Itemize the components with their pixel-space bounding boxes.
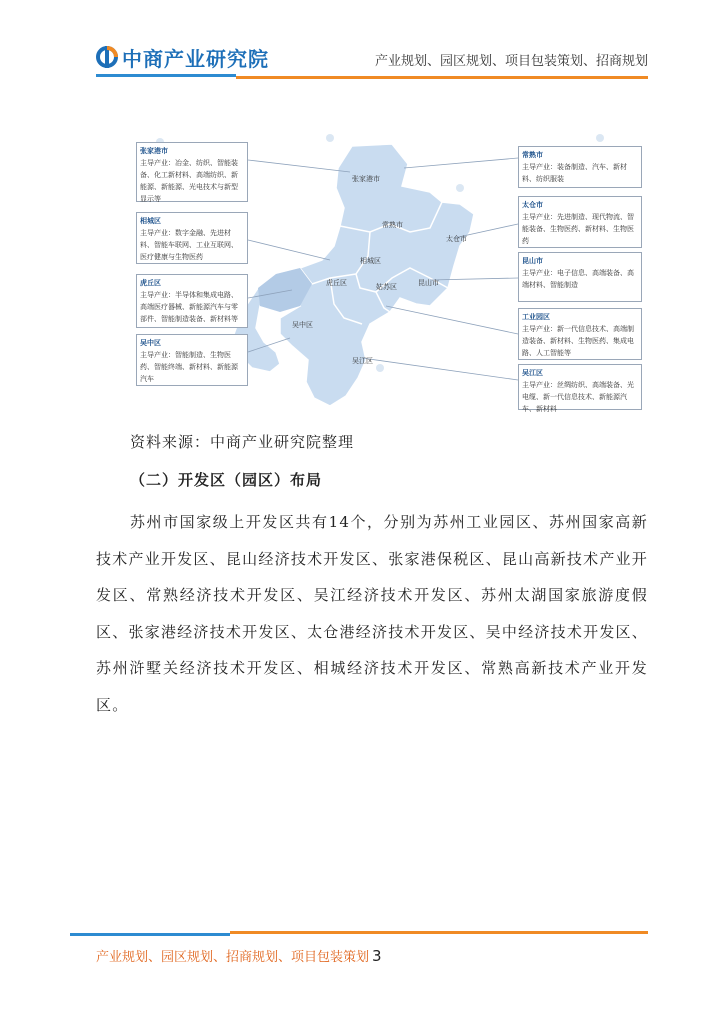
callout-title: 太仓市: [522, 201, 543, 209]
header-rule-blue: [96, 74, 236, 77]
callout-huqiu: [136, 274, 248, 328]
footer-rule-orange: [230, 931, 648, 934]
map-label-huqiu: 虎丘区: [326, 279, 347, 287]
watermark-icon: [376, 364, 384, 372]
callout-text: 主导产业：先进制造、现代物流、智能装备、生物医药、新材料、生物医药: [522, 213, 634, 245]
callout-text: 主导产业：电子信息、高端装备、高端材料、智能制造: [522, 269, 634, 289]
leader-line-yuanqu: [386, 306, 518, 334]
callout-title: 张家港市: [140, 147, 168, 155]
map-label-changshu: 常熟市: [382, 221, 403, 229]
callout-title: 相城区: [140, 217, 161, 225]
callout-changshu: [518, 146, 642, 188]
leader-line-wujiang: [362, 358, 518, 380]
callout-kunshan: [518, 252, 642, 302]
leader-line-xiangcheng: [248, 240, 330, 260]
callout-text: 主导产业：半导体和集成电路、高端医疗器械、新能源汽车与零部件、智能制造装备、新材料等: [140, 291, 238, 323]
leader-line-changshu: [404, 158, 518, 168]
callout-taicang: [518, 196, 642, 248]
watermark-icon: [596, 134, 604, 142]
callout-text: 主导产业：丝绸纺织、高端装备、光电缆、新一代信息技术、新能源汽车、新材料: [522, 381, 634, 413]
footer-rule-blue: [70, 933, 230, 936]
callout-yuanqu: [518, 308, 642, 360]
footer-text: 产业规划、园区规划、招商规划、项目包装策划: [96, 950, 370, 965]
page-number: 3: [372, 947, 382, 965]
map-label-kunshan: 昆山市: [418, 279, 439, 287]
callout-text: 主导产业：数字金融、先进材料、智能车联网、工业互联网、医疗健康与生物医药: [140, 229, 238, 261]
callout-xiangcheng: [136, 212, 248, 264]
map-label-wujiang: 吴江区: [352, 357, 373, 365]
callout-title: 昆山市: [522, 257, 543, 265]
callout-title: 吴中区: [140, 339, 161, 347]
logo-mark-icon: [96, 46, 118, 68]
callout-text: 主导产业：智能制造、生物医药、智能终端、新材料、新能源汽车: [140, 351, 238, 383]
callout-text: 主导产业：装备制造、汽车、新材料、纺织服装: [522, 163, 627, 183]
callout-text: 主导产业：新一代信息技术、高端制造装备、新材料、生物医药、集成电路、人工智能等: [522, 325, 634, 357]
map-label-zhangjiagang: 张家港市: [352, 175, 380, 183]
callout-wujiang: [518, 364, 642, 413]
header-title: 产业规划、园区规划、项目包装策划、招商规划: [374, 54, 648, 69]
footer: [96, 946, 382, 965]
header-rule-orange: [236, 76, 648, 79]
logo-text: 中商产业研究院: [122, 46, 269, 71]
map-label-gusu: 姑苏区: [376, 283, 397, 291]
section-subheading: （二）开发区（园区）布局: [130, 471, 323, 489]
callout-text: 主导产业：冶金、纺织、智能装备、化工新材料、高端纺织、新能源、新能源、光电技术与新型显示等: [140, 159, 238, 203]
body-paragraph: 苏州市国家级上开发区共有14个，分别为苏州工业园区、苏州国家高新技术产业开发区、昆山经济技术开发区、张家港保税区、昆山高新技术产业开发区、常熟经济技术开发区、吴江经济技术开发区、苏州太湖国家旅游度假区、张家港经济技术开发区、太仓港经济技术开发区、吴中经济技术开发区、苏州浒墅关经济技术开发区、相城经济技术开发区、常熟高新技术产业开发区。: [96, 513, 648, 714]
map-label-wuzhong: 吴中区: [292, 321, 313, 329]
watermark-icon: [326, 134, 334, 142]
watermark-icon: [456, 184, 464, 192]
callout-title: 虎丘区: [140, 279, 161, 287]
leader-line-zhangjiagang: [248, 160, 350, 172]
callout-title: 常熟市: [522, 151, 543, 159]
map-label-taicang: 太仓市: [446, 235, 467, 243]
callout-wuzhong: [136, 334, 248, 386]
callout-title: 工业园区: [522, 313, 550, 321]
callout-title: 吴江区: [522, 369, 543, 377]
suzhou-industry-map: [130, 128, 646, 412]
map-label-xiangcheng: 相城区: [360, 257, 381, 265]
company-logo: [96, 44, 269, 70]
callout-zhangjiagang: [136, 142, 248, 202]
figure-source-note: 资料来源：中商产业研究院整理: [130, 433, 355, 451]
